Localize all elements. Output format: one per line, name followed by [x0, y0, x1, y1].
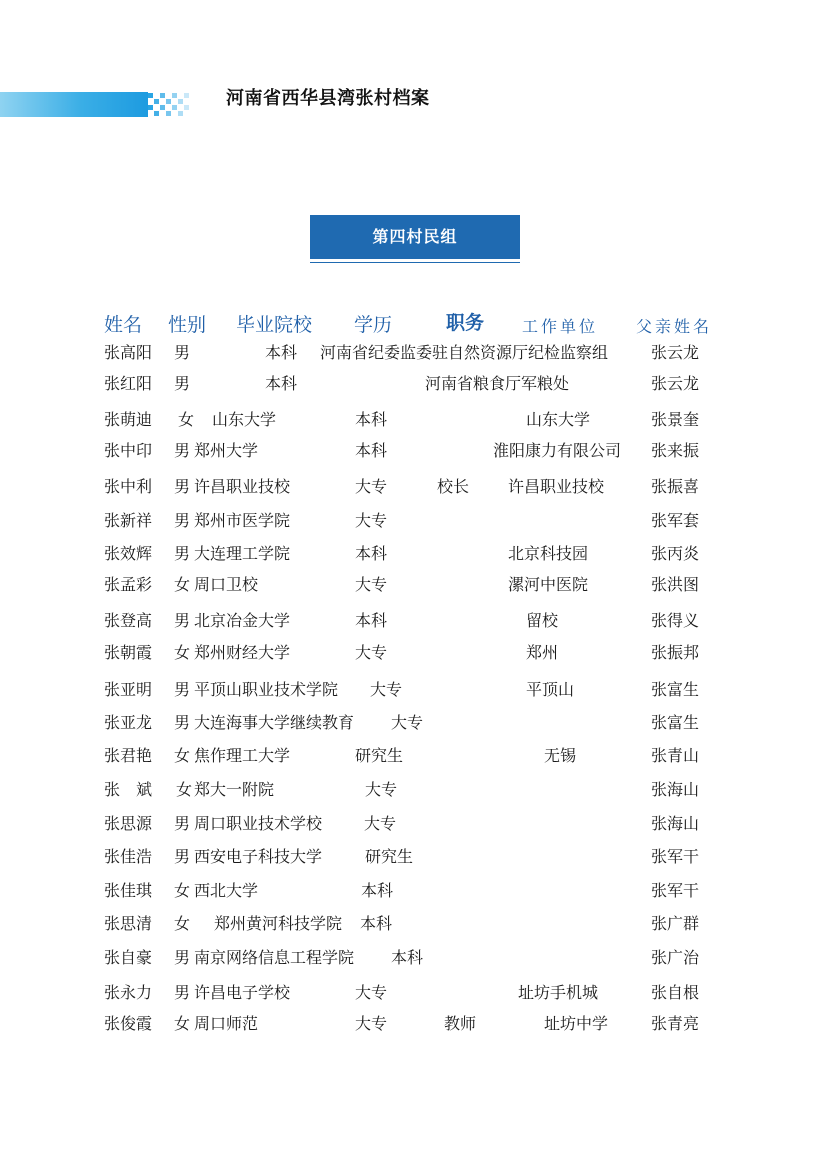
cell-father-name: 张海山 [651, 814, 700, 833]
cell-workplace: 河南省纪委监委驻自然资源厅纪检监察组 [320, 343, 609, 362]
cell-name: 张亚明 [104, 680, 153, 699]
cell-school: 周口职业技术学校 [194, 814, 323, 833]
cell-education: 本科 [360, 914, 393, 933]
cell-gender: 女 [178, 410, 195, 429]
pixel-square [160, 105, 165, 110]
cell-name: 张亚龙 [104, 713, 153, 732]
cell-education: 大专 [391, 713, 424, 732]
cell-name: 张自豪 [104, 948, 153, 967]
cell-workplace: 留校 [526, 611, 559, 630]
cell-father-name: 张振邦 [651, 643, 700, 662]
cell-father-name: 张青亮 [651, 1014, 700, 1033]
cell-gender: 女 [174, 575, 191, 594]
pixel-square [184, 93, 189, 98]
cell-name: 张朝霞 [104, 643, 153, 662]
cell-father-name: 张云龙 [651, 374, 700, 393]
cell-name: 张思清 [104, 914, 153, 933]
cell-gender: 男 [174, 343, 191, 362]
cell-gender: 男 [174, 544, 191, 563]
pixel-square [178, 99, 183, 104]
cell-father-name: 张青山 [651, 746, 700, 765]
cell-education: 大专 [365, 780, 398, 799]
pixel-square [172, 93, 177, 98]
header-accent-band [0, 92, 148, 117]
cell-school: 焦作理工大学 [194, 746, 291, 765]
cell-father-name: 张广治 [651, 948, 700, 967]
cell-position: 校长 [437, 477, 470, 496]
cell-workplace: 址坊中学 [544, 1014, 609, 1033]
column-header-position: 职务 [446, 312, 485, 334]
cell-workplace: 淮阳康力有限公司 [493, 441, 622, 460]
cell-father-name: 张军套 [651, 511, 700, 530]
pixel-square [154, 111, 159, 116]
cell-school: 西安电子科技大学 [194, 847, 323, 866]
pixel-square [160, 93, 165, 98]
cell-school: 周口卫校 [194, 575, 259, 594]
cell-education: 本科 [361, 881, 394, 900]
cell-school: 周口师范 [194, 1014, 259, 1033]
cell-name: 张红阳 [104, 374, 153, 393]
pixel-square [172, 105, 177, 110]
cell-education: 研究生 [365, 847, 414, 866]
cell-father-name: 张来振 [651, 441, 700, 460]
cell-father-name: 张得义 [651, 611, 700, 630]
cell-school: 郑州黄河科技学院 [214, 914, 343, 933]
cell-school: 郑州大学 [194, 441, 259, 460]
column-header-workplace: 工作单位 [522, 317, 599, 336]
cell-gender: 男 [174, 511, 191, 530]
cell-school: 许昌职业技校 [194, 477, 291, 496]
cell-workplace: 北京科技园 [508, 544, 589, 563]
cell-father-name: 张海山 [651, 780, 700, 799]
cell-school: 山东大学 [212, 410, 277, 429]
cell-workplace: 平顶山 [526, 680, 575, 699]
cell-name: 张高阳 [104, 343, 153, 362]
column-header-father-name: 父亲姓名 [636, 317, 713, 336]
cell-education: 本科 [355, 544, 388, 563]
cell-name: 张君艳 [104, 746, 153, 765]
cell-education: 本科 [391, 948, 424, 967]
cell-education: 大专 [370, 680, 403, 699]
cell-gender: 女 [174, 746, 191, 765]
cell-workplace: 址坊手机城 [518, 983, 599, 1002]
cell-school: 北京冶金大学 [194, 611, 291, 630]
cell-workplace: 山东大学 [526, 410, 591, 429]
cell-gender: 男 [174, 477, 191, 496]
cell-name: 张登高 [104, 611, 153, 630]
cell-father-name: 张云龙 [651, 343, 700, 362]
group-title-box [310, 215, 520, 259]
cell-gender: 女 [174, 881, 191, 900]
cell-education: 大专 [355, 1014, 388, 1033]
cell-education: 大专 [355, 983, 388, 1002]
cell-gender: 男 [174, 680, 191, 699]
pixel-square [166, 99, 171, 104]
cell-workplace: 郑州 [526, 643, 559, 662]
cell-education: 大专 [364, 814, 397, 833]
cell-education: 大专 [355, 477, 388, 496]
cell-workplace: 许昌职业技校 [508, 477, 605, 496]
cell-name: 张佳浩 [104, 847, 153, 866]
pixel-square [154, 99, 159, 104]
cell-gender: 男 [174, 441, 191, 460]
cell-gender: 男 [174, 983, 191, 1002]
cell-gender: 男 [174, 611, 191, 630]
cell-gender: 男 [174, 713, 191, 732]
cell-name: 张永力 [104, 983, 153, 1002]
cell-school: 南京网络信息工程学院 [194, 948, 355, 967]
group-title-underline [310, 262, 520, 263]
cell-name: 张中印 [104, 441, 153, 460]
cell-name: 张萌迪 [104, 410, 153, 429]
cell-father-name: 张广群 [651, 914, 700, 933]
cell-name: 张孟彩 [104, 575, 153, 594]
column-header-school: 毕业院校 [236, 314, 313, 336]
cell-school: 西北大学 [194, 881, 259, 900]
cell-school: 大连理工学院 [194, 544, 291, 563]
cell-father-name: 张丙炎 [651, 544, 700, 563]
pixel-square [148, 93, 153, 98]
header-pixel-pattern [148, 92, 188, 117]
cell-name: 张思源 [104, 814, 153, 833]
cell-position: 教师 [444, 1014, 477, 1033]
cell-workplace: 河南省粮食厅军粮处 [425, 374, 570, 393]
cell-gender: 男 [174, 948, 191, 967]
cell-gender: 男 [174, 847, 191, 866]
cell-gender: 女 [176, 780, 193, 799]
cell-school: 大连海事大学继续教育 [194, 713, 355, 732]
cell-gender: 女 [174, 1014, 191, 1033]
cell-name: 张佳琪 [104, 881, 153, 900]
cell-school: 许昌电子学校 [194, 983, 291, 1002]
cell-school: 平顶山职业技术学院 [194, 680, 339, 699]
cell-gender: 女 [174, 643, 191, 662]
cell-father-name: 张富生 [651, 680, 700, 699]
cell-education: 本科 [355, 410, 388, 429]
cell-school: 郑大一附院 [194, 780, 275, 799]
document-title: 河南省西华县湾张村档案 [226, 88, 430, 109]
cell-education: 本科 [265, 343, 298, 362]
cell-school: 郑州财经大学 [194, 643, 291, 662]
cell-workplace: 漯河中医院 [508, 575, 589, 594]
cell-name: 张新祥 [104, 511, 153, 530]
column-header-name: 姓名 [104, 314, 143, 336]
cell-father-name: 张振喜 [651, 477, 700, 496]
cell-name: 张中利 [104, 477, 153, 496]
cell-father-name: 张洪图 [651, 575, 700, 594]
pixel-square [178, 111, 183, 116]
column-header-education: 学历 [354, 314, 393, 336]
cell-father-name: 张景奎 [651, 410, 700, 429]
cell-education: 大专 [355, 643, 388, 662]
cell-school: 郑州市医学院 [194, 511, 291, 530]
cell-father-name: 张自根 [651, 983, 700, 1002]
cell-education: 本科 [355, 441, 388, 460]
cell-gender: 女 [174, 914, 191, 933]
cell-gender: 男 [174, 814, 191, 833]
cell-education: 本科 [265, 374, 298, 393]
cell-name: 张俊霞 [104, 1014, 153, 1033]
cell-gender: 男 [174, 374, 191, 393]
cell-workplace: 无锡 [544, 746, 577, 765]
cell-name: 张效辉 [104, 544, 153, 563]
cell-father-name: 张军干 [651, 847, 700, 866]
column-header-gender: 性别 [168, 314, 207, 336]
cell-education: 大专 [355, 575, 388, 594]
cell-education: 研究生 [355, 746, 404, 765]
cell-education: 大专 [355, 511, 388, 530]
cell-father-name: 张军干 [651, 881, 700, 900]
pixel-square [166, 111, 171, 116]
group-title: 第四村民组 [372, 227, 458, 246]
cell-education: 本科 [355, 611, 388, 630]
cell-name: 张 斌 [104, 780, 153, 799]
pixel-square [148, 105, 153, 110]
pixel-square [184, 105, 189, 110]
cell-father-name: 张富生 [651, 713, 700, 732]
